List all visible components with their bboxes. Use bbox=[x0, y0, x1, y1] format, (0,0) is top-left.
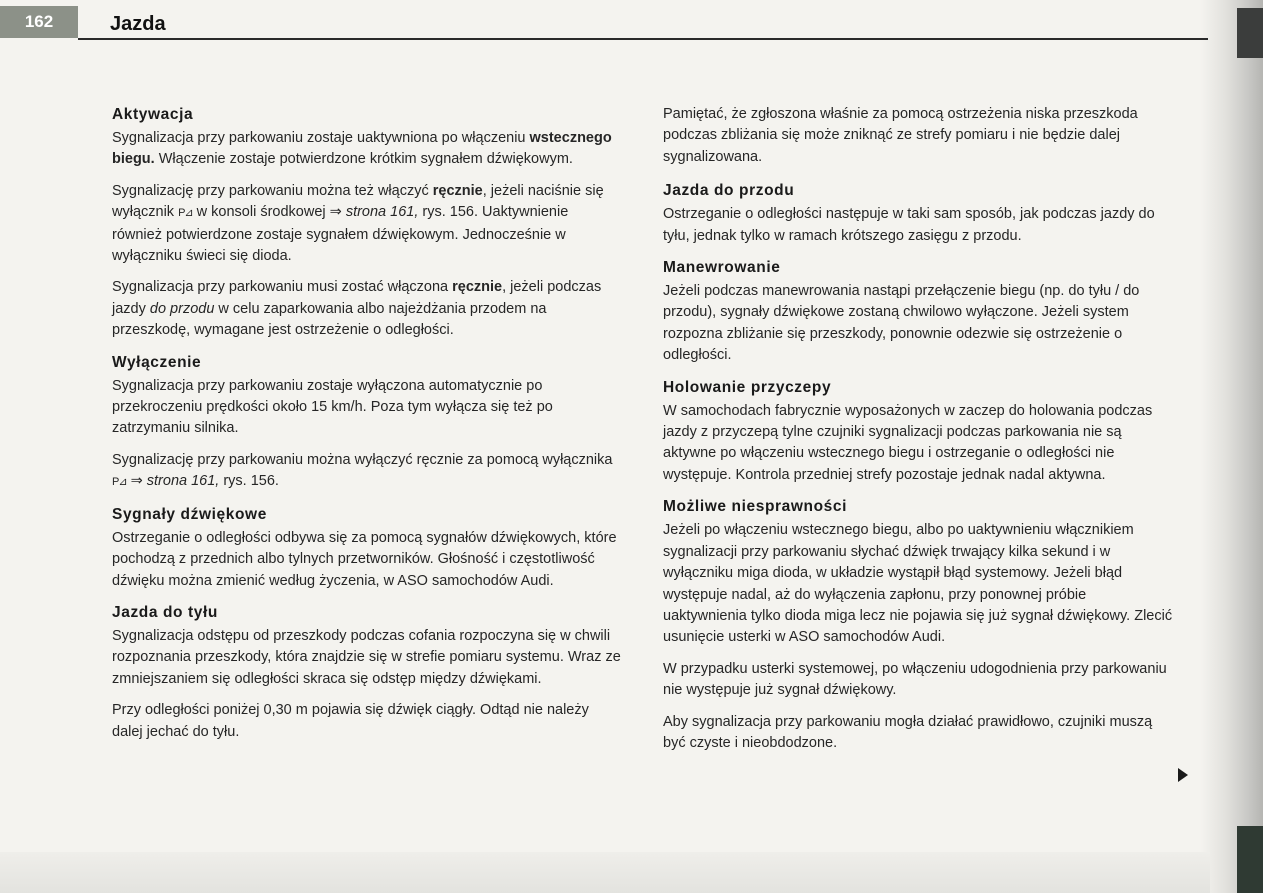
heading-aktywacja: Aktywacja bbox=[112, 106, 194, 123]
heading-sygnaly: Sygnały dźwiękowe bbox=[112, 505, 267, 523]
heading-wylaczenie: Wyłączenie bbox=[112, 353, 202, 371]
paragraph: Sygnalizację przy parkowaniu można wyłączyć ręcznie za pomocą wyłącznika P⊿ ⇒ strona 161, rys. 156. bbox=[112, 451, 613, 490]
parking-switch-icon: P⊿ bbox=[112, 476, 127, 489]
header-rule bbox=[78, 38, 1208, 40]
paragraph: Ostrzeganie o odległości odbywa się za pomocą sygnałów dźwiękowych, które pochodzą z przednich albo tylnych przetworników. Głośność i częstotliwość dźwięku można zmienić według życzenia, w ASO samochodów Audi. bbox=[112, 529, 617, 589]
page-spine-shadow bbox=[1201, 0, 1263, 893]
heading-holowanie: Holowanie przyczepy bbox=[663, 378, 832, 396]
paragraph: Sygnalizacja przy parkowaniu musi zostać włączona ręcznie, jeżeli podczas jazdy do przodu w celu zaparkowania albo najeżdżania przodem na przeszkodę, wymagane jest ostrzeżenie o odległości. bbox=[112, 279, 602, 339]
heading-manewrowanie: Manewrowanie bbox=[663, 259, 781, 277]
heading-jazda-do-przodu: Jazda do przodu bbox=[663, 182, 795, 200]
paragraph: Aby sygnalizacja przy parkowaniu mogła działać prawidłowo, czujniki muszą być czyste i nieobdodzone. bbox=[663, 713, 1153, 751]
paragraph: Pamiętać, że zgłoszona właśnie za pomocą ostrzeżenia niska przeszkoda podczas zbliżania się może zniknąć ze strefy pomiaru i nie będzie dalej sygnalizowana. bbox=[663, 106, 1138, 165]
page-reference-link[interactable]: strona 161, bbox=[341, 204, 419, 221]
paragraph: Sygnalizacja odstępu od przeszkody podczas cofania rozpoczyna się w chwili rozpoznania przeszkody, która znajdzie się w strefie pomiaru systemu. Wraz ze zmniejszaniem się odległości skraca się odstęp między dźwiękami. bbox=[112, 627, 621, 687]
left-column bbox=[112, 104, 622, 753]
triangle-right-icon bbox=[1178, 768, 1188, 782]
paragraph: Jeżeli podczas manewrowania nastąpi przełączenie biegu (np. do tyłu / do przodu), sygnały dźwiękowe zostaną chwilowo wyłączone. Jeżeli system rozpozna zbliżanie się przeszkody, ponownie odezwie się ostrzeżenie o odległości. bbox=[663, 283, 1140, 364]
paragraph: W samochodach fabrycznie wyposażonych w zaczep do holowania podczas jazdy z przyczepą tylne czujniki sygnalizacji podczas parkowania nie są aktywne po włączeniu wstecznego biegu i ostrzeganie o odległości nie występuje. Kontrola przedniej strefy pozostaje jednak nadal aktywna. bbox=[663, 402, 1153, 483]
parking-switch-icon: P⊿ bbox=[178, 207, 193, 220]
footer-band bbox=[0, 852, 1210, 893]
page-number: 162 bbox=[0, 6, 78, 38]
section-title: Jazda bbox=[110, 13, 166, 35]
spine-edge-bottom bbox=[1237, 826, 1263, 893]
paragraph: Sygnalizacja przy parkowaniu zostaje wyłączona automatycznie po przekroczeniu prędkości około 15 km/h. Poza tym wyłącza się też po zatrzymaniu silnika. bbox=[112, 377, 553, 437]
right-column bbox=[663, 104, 1173, 764]
heading-jazda-do-tylu: Jazda do tyłu bbox=[112, 603, 218, 621]
spine-edge-top bbox=[1237, 8, 1263, 58]
page-reference-link[interactable]: strona 161, bbox=[142, 473, 220, 490]
paragraph: W przypadku usterki systemowej, po włączeniu udogodnienia przy parkowaniu nie występuje już sygnał dźwiękowy. bbox=[663, 660, 1167, 699]
paragraph: Ostrzeganie o odległości następuje w taki sam sposób, jak podczas jazdy do tyłu, jednak tylko w ramach krótszego zasięgu z przodu. bbox=[663, 206, 1155, 244]
paragraph: Przy odległości poniżej 0,30 m pojawia się dźwięk ciągły. Odtąd nie należy dalej jechać do tyłu. bbox=[112, 702, 589, 740]
reference-arrow-icon: ⇒ bbox=[130, 473, 143, 490]
paragraph: Sygnalizacja przy parkowaniu zostaje uaktywniona po włączeniu wstecznego biegu. Włączenie zostaje potwierdzone krótkim sygnałem dźwiękowym. bbox=[112, 130, 612, 168]
paragraph: Sygnalizację przy parkowaniu można też włączyć ręcznie, jeżeli naciśnie się wyłącznik P⊿ w konsoli środkowej ⇒ strona 161, rys. 156. Uaktywnienie również potwierdzone zostaje sygnałem dźwiękowym. Jednocześnie w wyłączniku świeci się dioda. bbox=[112, 182, 604, 265]
paragraph: Jeżeli po włączeniu wstecznego biegu, albo po uaktywnieniu włącznikiem sygnalizacji przy parkowaniu słychać dźwięk trwający kilka sekund i w wyłączniku miga dioda, w układzie wystąpił błąd systemowy. Jeżeli błąd występuje nadal, aż do wyłączenia zapłonu, przy ponownej próbie uaktywnienia tylko dioda miga lecz nie pojawia się już sygnał dźwiękowy. Zlecić usunięcie usterki w ASO samochodów Audi. bbox=[663, 522, 1173, 646]
reference-arrow-icon: ⇒ bbox=[329, 204, 342, 221]
heading-niesprawnosci: Możliwe niesprawności bbox=[663, 498, 848, 516]
